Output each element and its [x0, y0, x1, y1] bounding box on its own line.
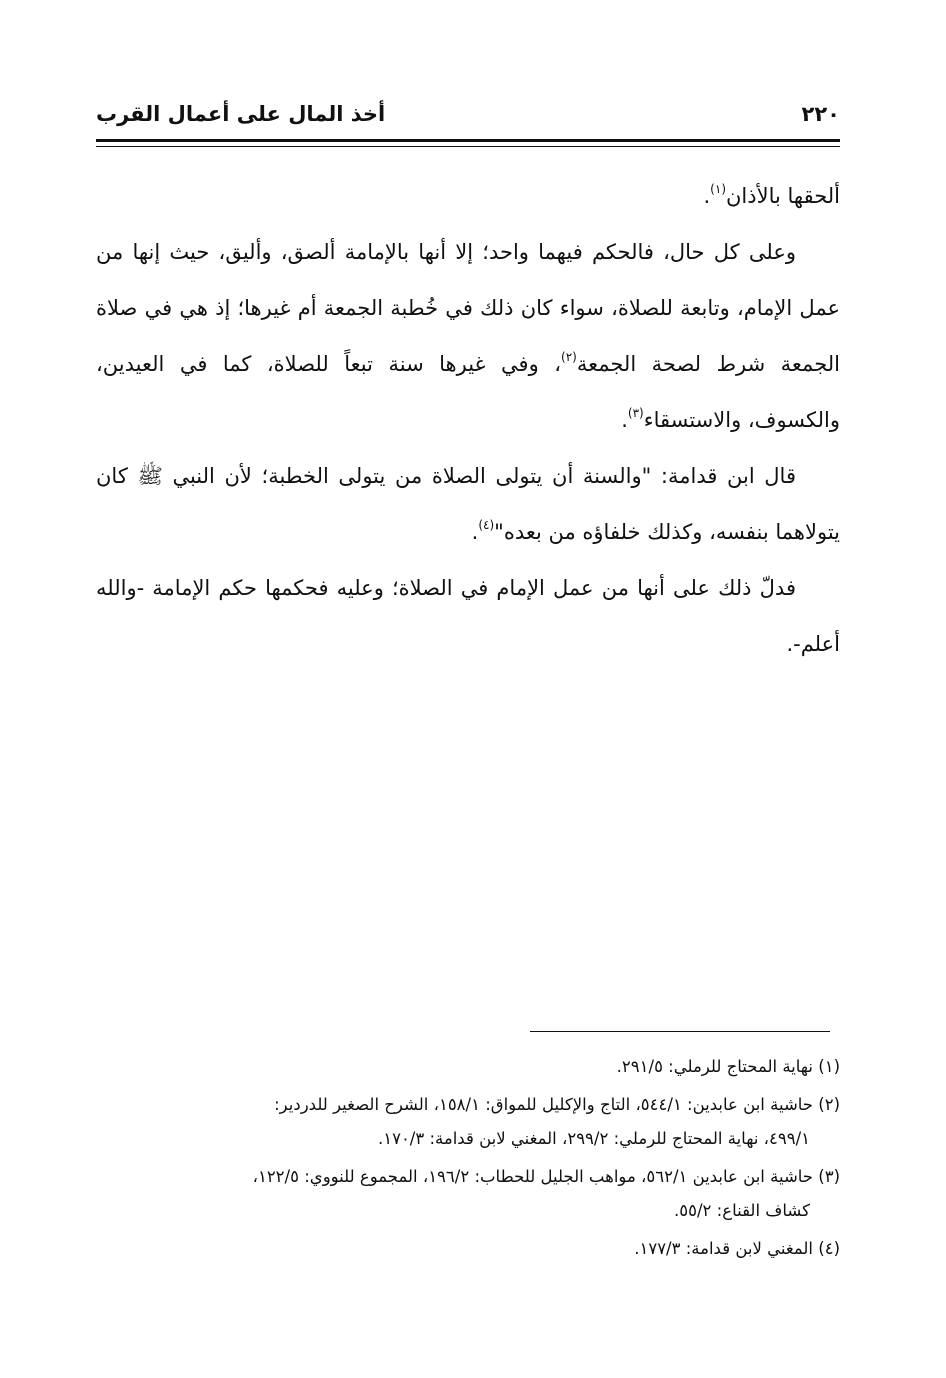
header-rule — [96, 139, 840, 142]
paragraph-3: قال ابن قدامة: "والسنة أن يتولى الصلاة من يتولى الخطبة؛ لأن النبي ﷺ كان يتولاهما بنفسه، وكذلك خلفاؤه من بعده"$^{(٤)}$. — [96, 464, 840, 544]
footnote-ref: (٢) — [561, 350, 577, 364]
paragraph-1: ألحقها بالأذان$^{(١)}$. — [703, 182, 840, 208]
footnote-ref: (١) — [710, 182, 726, 196]
paragraph-2: وعلى كل حال، فالحكم فيهما واحد؛ إلا أنها بالإمامة ألصق، وأليق، حيث إنها من عمل الإمام، وتابعة للصلاة، سواء كان ذلك في خُطبة الجمعة أم غيرها؛ إذ هي في صلاة الجمعة شرط لصحة الجمعة$^{(٢)}$، وفي غيرها سنة تبعاً للصلاة، كما في العيدين، والكسوف، والاستسقاء$^{(٣)}$. — [96, 240, 840, 432]
page-number: ٢٢٠ — [801, 102, 840, 126]
footnote-ref: (٤) — [478, 518, 495, 532]
footnote-1: (١) نهاية المحتاج للرملي: ٢٩١/٥. — [616, 1057, 840, 1076]
footnote-4: (٤) المغني لابن قدامة: ١٧٧/٣. — [634, 1239, 840, 1258]
paragraph-4: فدلّ ذلك على أنها من عمل الإمام في الصلاة؛ وعليه فحكمها حكم الإمامة -والله أعلم-. — [96, 576, 840, 656]
footnote-2: (٢) حاشية ابن عابدين: ٥٤٤/١، التاج والإكليل للمواق: ١٥٨/١، الشرح الصغير للدردير: ٤٩٩/١، نهاية المحتاج للرملي: ٢٩٩/٢، المغني لابن قدامة: ١٧٠/٣. — [274, 1095, 840, 1148]
header-rule-thin — [96, 146, 840, 147]
footnote-separator — [530, 1031, 830, 1032]
footnote-3: (٣) حاشية ابن عابدين ٥٦٢/١، مواهب الجليل للحطاب: ١٩٦/٢، المجموع للنووي: ١٢٢/٥، كشاف القناع: ٥٥/٢. — [252, 1167, 840, 1220]
footnotes — [96, 1050, 840, 1270]
page-header — [96, 100, 840, 134]
running-title: أخذ المال على أعمال القرب — [96, 102, 386, 126]
main-text — [96, 168, 840, 672]
footnote-ref: (٣) — [627, 406, 644, 420]
